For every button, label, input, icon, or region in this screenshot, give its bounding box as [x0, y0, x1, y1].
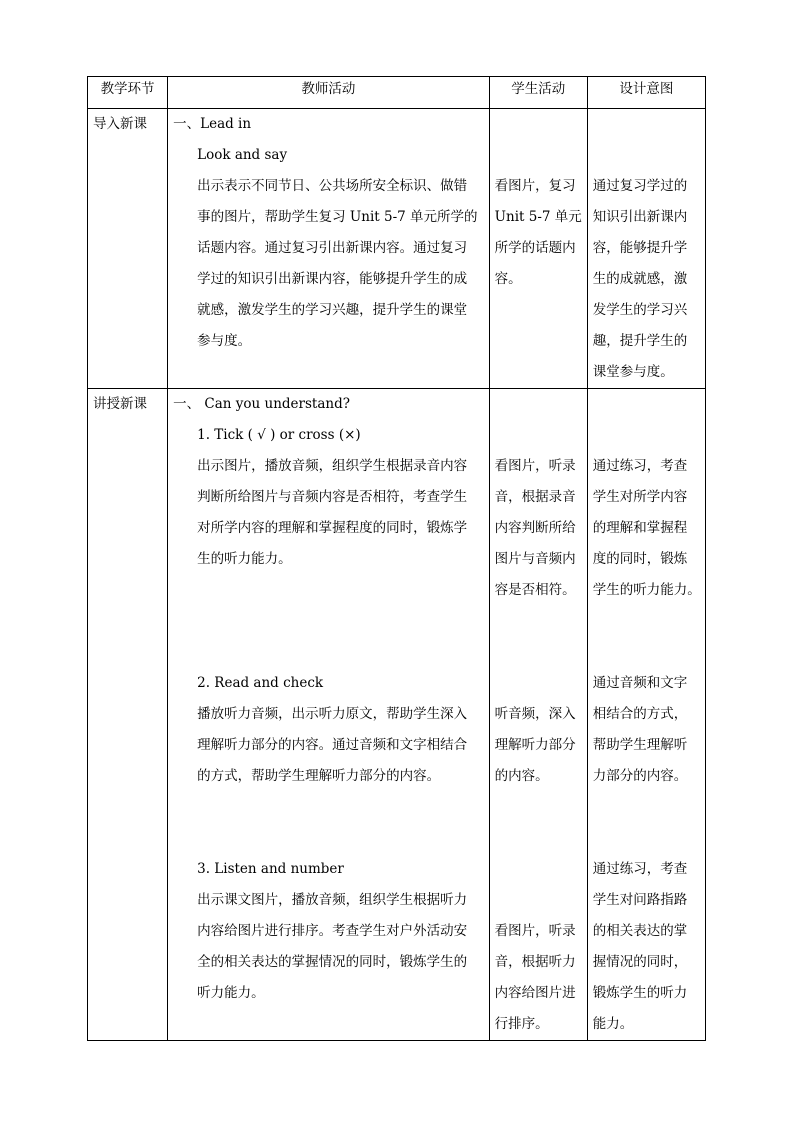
design-intent-cell	[587, 389, 705, 1041]
text-line: 判断所给图片与音频内容是否相符，考查学生	[197, 489, 468, 505]
header-teacher-activity: 教师活动	[168, 77, 490, 109]
text-line: 出示课文图片，播放音频，组织学生根据听力	[197, 892, 468, 908]
stage-cell	[88, 109, 168, 389]
student-activity-cell	[489, 389, 587, 1041]
text-line: 看图片，听录	[494, 923, 576, 939]
text-line: 容。	[494, 271, 522, 287]
text-line: 内容判断所给	[494, 520, 576, 536]
text-line: 出示图片，播放音频，组织学生根据录音内容	[197, 458, 468, 474]
table-row	[88, 109, 706, 389]
text-line: 理解听力部分的内容。通过音频和文字相结合	[197, 737, 468, 753]
text-line: 相结合的方式，	[592, 706, 688, 722]
text-line: 锻炼学生的听力	[592, 985, 688, 1001]
text-line: 通过练习，考查	[592, 458, 688, 474]
text-line: 图片与音频内	[494, 551, 576, 567]
text-line: 知识引出新课内	[592, 209, 688, 225]
text-line: 生的成就感，激	[592, 271, 688, 287]
text-line: 全的相关表达的掌握情况的同时，锻炼学生的	[197, 954, 468, 970]
text-line: 播放听力音频，出示听力原文，帮助学生深入	[197, 706, 468, 722]
part-title: 1. Tick ( √ ) or cross (×)	[197, 427, 361, 443]
text-line: 话题内容。通过复习引出新课内容。通过复习	[197, 240, 468, 256]
header-stage: 教学环节	[88, 77, 168, 109]
text-line: 发学生的学习兴	[592, 302, 688, 318]
text-line: 看图片，复习	[494, 178, 576, 194]
teacher-activity-cell	[168, 389, 490, 1041]
text-line: 出示表示不同节日、公共场所安全标识、做错	[197, 178, 468, 194]
text-line: 内容给图片进行排序。考查学生对户外活动安	[197, 923, 468, 939]
text-line: 的内容。	[494, 768, 549, 784]
text-line: 的相关表达的掌	[592, 923, 688, 939]
design-intent-cell	[587, 109, 705, 389]
text-line: 理解听力部分	[494, 737, 576, 753]
lesson-plan-table	[87, 76, 706, 1041]
text-line: 听音频，深入	[494, 706, 576, 722]
text-line: 通过音频和文字	[592, 675, 688, 691]
text-line: 容是否相符。	[494, 582, 576, 598]
text-line: 内容给图片进	[494, 985, 576, 1001]
text-line: 所学的话题内	[494, 240, 576, 256]
section-title: 一、Lead in	[173, 116, 252, 132]
text-line: 握情况的同时，	[592, 954, 688, 970]
text-line: 学过的知识引出新课内容，能够提升学生的成	[197, 271, 468, 287]
text-line: Unit 5-7 单元	[494, 209, 582, 225]
text-line: 帮助学生理解听	[592, 737, 688, 753]
part-title: 3. Listen and number	[197, 861, 344, 877]
text-line: 趣，提升学生的	[592, 333, 688, 349]
text-line: 就感，激发学生的学习兴趣，提升学生的课堂	[197, 302, 468, 318]
lesson-plan-page	[87, 76, 706, 1041]
text-line: 学生的听力能力。	[592, 582, 701, 598]
text-line: 学生对问路指路	[592, 892, 688, 908]
text-line: 能力。	[592, 1016, 634, 1032]
text-line: 看图片，听录	[494, 458, 576, 474]
text-line: 生的听力能力。	[197, 551, 292, 567]
text-line: 事的图片，帮助学生复习 Unit 5-7 单元所学的	[197, 209, 478, 225]
text-line: 对所学内容的理解和掌握程度的同时，锻炼学	[197, 520, 468, 536]
text-line: 参与度。	[197, 333, 252, 349]
stage-label: 讲授新课	[93, 396, 147, 412]
header-design-intent: 设计意图	[587, 77, 705, 109]
stage-label: 导入新课	[93, 116, 147, 132]
text-line: 力部分的内容。	[592, 768, 688, 784]
text-line: 课堂参与度。	[592, 364, 674, 380]
text-line: 行排序。	[494, 1016, 549, 1032]
header-row	[88, 77, 706, 109]
teacher-activity-cell	[168, 109, 490, 389]
text-line: 的方式，帮助学生理解听力部分的内容。	[197, 768, 441, 784]
part-title: 2. Read and check	[197, 675, 324, 691]
sub-title: Look and say	[197, 147, 288, 163]
text-line: 音，根据录音	[494, 489, 576, 505]
text-line: 的理解和掌握程	[592, 520, 688, 536]
text-line: 听力能力。	[197, 985, 265, 1001]
text-line: 通过复习学过的	[592, 178, 688, 194]
stage-cell	[88, 389, 168, 1041]
student-activity-cell	[489, 109, 587, 389]
text-line: 度的同时，锻炼	[592, 551, 688, 567]
header-student-activity: 学生活动	[489, 77, 587, 109]
text-line: 容，能够提升学	[592, 240, 688, 256]
table-row	[88, 389, 706, 1041]
section-title: 一、 Can you understand?	[173, 396, 350, 412]
text-line: 学生对所学内容	[592, 489, 688, 505]
text-line: 通过练习，考查	[592, 861, 688, 877]
text-line: 音，根据听力	[494, 954, 576, 970]
